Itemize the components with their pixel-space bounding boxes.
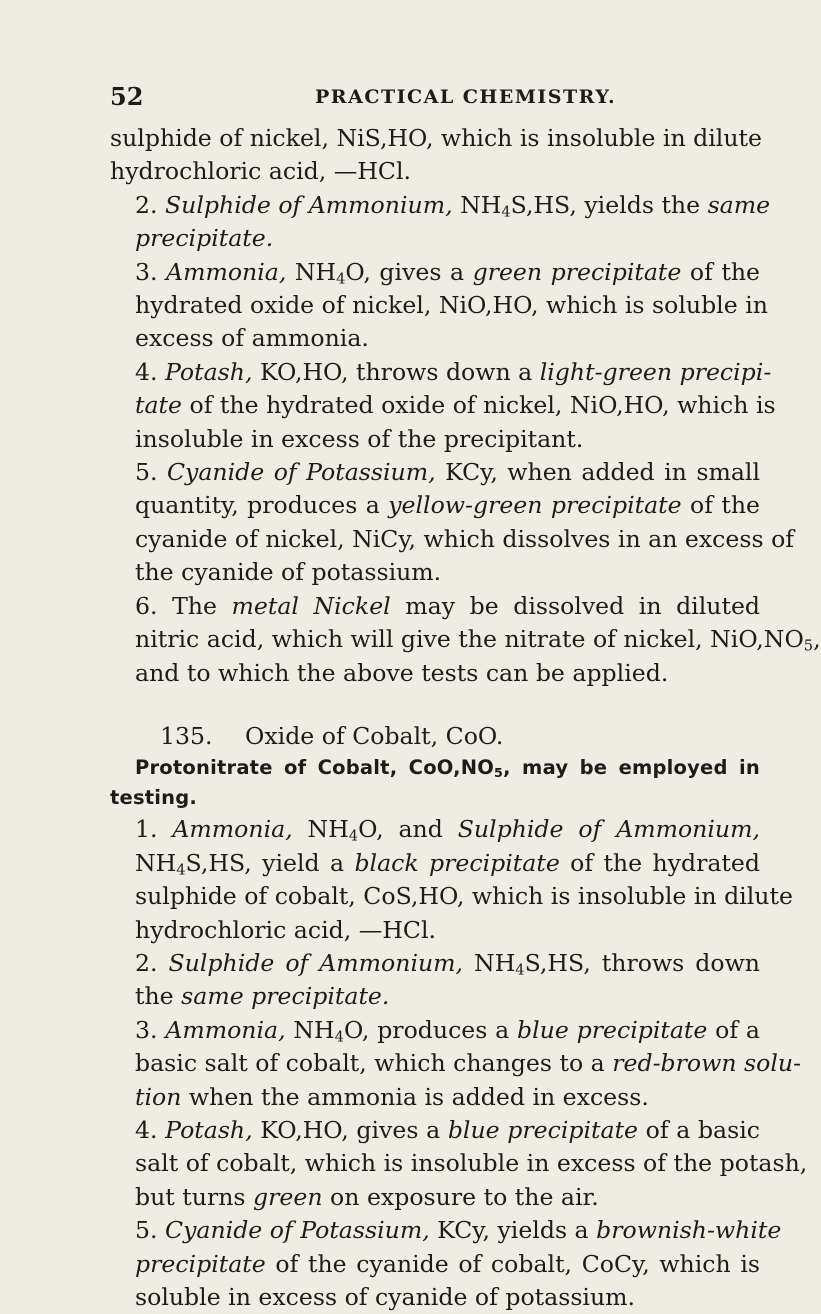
cobalt-test-4: 4. Potash, KO,HO, gives a blue precipitate of a basic salt of cobalt, which is insoluble in excess of the potash, but turns green on exposure to the air. [135, 1115, 808, 1211]
section-number: 135. [160, 721, 213, 750]
cobalt-test-1: 1. Ammonia, $NH_4O$, and Sulphide of Ammonium, $NH_4S,HS$, yield a black precipitate of the hydrated sulphide of cobalt, CoS,HO, which is insoluble in dilute hydrochloric acid, —HCl. [135, 815, 793, 944]
continuation-paragraph: sulphide of nickel, NiS,HO, which is insoluble in dilute hydrochloric acid, —HCl. [110, 124, 762, 186]
page-header [110, 82, 750, 112]
page-body [110, 122, 821, 1314]
nickel-test-4: 4. Potash, KO,HO, throws down a light-green precipi- tate of the hydrated oxide of nickel, NiO,HO, which is insoluble in excess of the precipitant. [135, 357, 776, 453]
running-title: PRACTICAL CHEMISTRY. [315, 86, 617, 108]
cobalt-test-3: 3. Ammonia, $NH_4O$, produces a blue precipitate of a basic salt of cobalt, which changes to a red-brown solu- tion when the ammonia is added in excess. [135, 1015, 802, 1111]
cobalt-test-5: 5. Cyanide of Potassium, KCy, yields a brownish-white precipitate of the cyanide of cobalt, CoCy, which is soluble in excess of cyanide of potassium. [135, 1216, 782, 1311]
nickel-test-6: 6. The metal Nickel may be dissolved in diluted nitric acid, which will give the nitrate of nickel, $NiO,NO_5$, and to which the above tests can be applied. [135, 591, 821, 687]
cobalt-test-2: 2. Sulphide of Ammonium, $NH_4S,HS$, throws down the same precipitate. [135, 948, 760, 1011]
nickel-test-2: 2. Sulphide of Ammonium, $NH_4S,HS$, yields the same precipitate. [135, 190, 771, 253]
section-note: Protonitrate of Cobalt, $CoO,NO_5$, may be employed in testing. [110, 756, 760, 810]
nickel-test-5: 5. Cyanide of Potassium, KCy, when added in small quantity, produces a yellow-green precipitate of the cyanide of nickel, NiCy, which dissolves in an excess of the cyanide of potassium. [135, 458, 795, 587]
section-heading [110, 720, 760, 753]
page-number: 52 [110, 82, 144, 111]
section-title: Oxide of Cobalt, CoO. [245, 721, 504, 750]
nickel-test-3: 3. Ammonia, $NH_4O$, gives a green precipitate of the hydrated oxide of nickel, NiO,HO, which is soluble in excess of ammonia. [135, 257, 768, 353]
